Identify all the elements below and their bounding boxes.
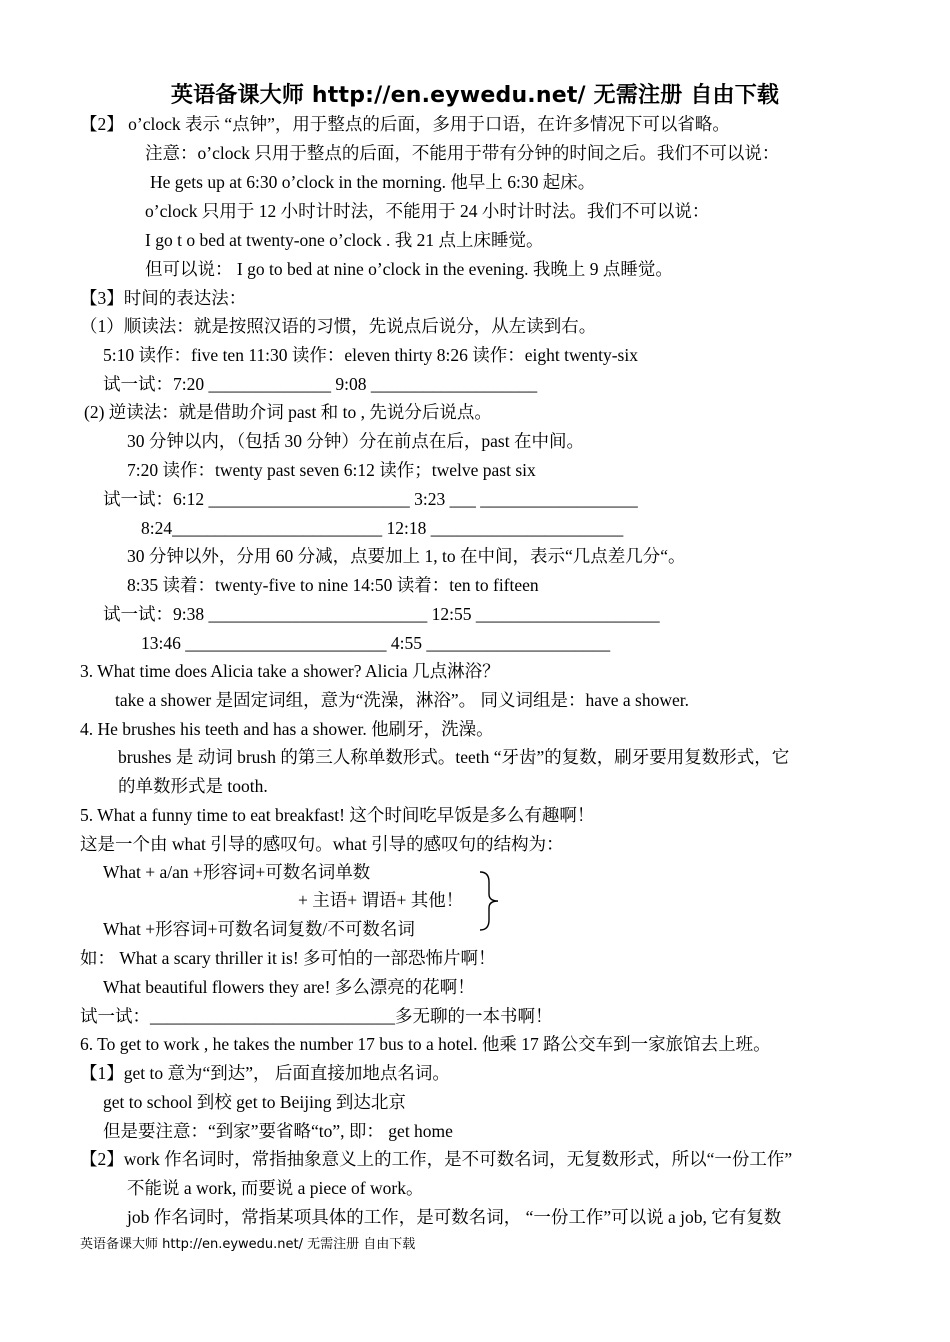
exercise-line: 试一试：9:38 _________________________ 12:55 _____________________ (103, 604, 660, 624)
text-line: 不能说 a work, 而要说 a piece of work。 (127, 1178, 424, 1198)
page-header: 英语备课大师 http://en.eywedu.net/ 无需注册 自由下载 (170, 83, 780, 108)
section-heading: 【3】时间的表达法： (80, 288, 247, 308)
text-line: 注意：o’clock 只用于整点的后面，不能用于带有分钟的时间之后。我们不可以说： (145, 143, 780, 163)
exercise-line: 13:46 _______________________ 4:55 _____________________ (141, 633, 611, 653)
text-line: （1）顺读法：就是按照汉语的习惯，先说点后说分，从左读到右。 (80, 316, 597, 336)
text-line: 这是一个由 what 引导的感叹句。what 引导的感叹句的结构为： (80, 834, 564, 854)
structure-line: What +形容词+可数名词复数/不可数名词 (103, 919, 415, 939)
text-line: 但可以说： I go to bed at nine o’clock in the evening. 我晚上 9 点睡觉。 (145, 259, 673, 279)
exercise-line: 8:24________________________ 12:18 ______________________ (141, 518, 624, 538)
right-brace-icon (478, 870, 500, 932)
text-line: take a shower 是固定词组，意为“洗澡，淋浴”。 同义词组是：have a shower. (115, 690, 689, 710)
text-line: 30 分钟以内，（包括 30 分钟）分在前点在后，past 在中间。 (127, 431, 584, 451)
text-line: o’clock 只用于 12 小时计时法，不能用于 24 小时计时法。我们不可以说： (145, 201, 710, 221)
text-line: 如： What a scary thriller it is! 多可怕的一部恐怖片啊！ (80, 948, 496, 968)
text-line: 8:35 读着：twenty-five to nine 14:50 读着：ten to fifteen (127, 575, 539, 595)
text-line: get to school 到校 get to Beijing 到达北京 (103, 1092, 406, 1112)
structure-line: + 主语+ 谓语+ 其他！ (298, 890, 464, 910)
text-line: 【2】 o’clock 表示 “点钟”，用于整点的后面，多用于口语，在许多情况下可以省略。 (80, 114, 730, 134)
text-line: 【1】get to 意为“到达”， 后面直接加地点名词。 (80, 1063, 450, 1083)
text-line: brushes 是 动词 brush 的第三人称单数形式。teeth “牙齿”的复数，刷牙要用复数形式，它 (118, 747, 790, 767)
text-line: 但是要注意：“到家”要省略“to”, 即： get home (103, 1121, 453, 1141)
numbered-item: 5. What a funny time to eat breakfast! 这个时间吃早饭是多么有趣啊！ (80, 805, 595, 825)
text-line: job 作名词时，常指某项具体的工作，是可数名词， “一份工作”可以说 a job, 它有复数 (127, 1207, 782, 1227)
text-line: He gets up at 6:30 o’clock in the morning. 他早上 6:30 起床。 (150, 172, 596, 192)
text-line: 7:20 读作：twenty past seven 6:12 读作；twelve past six (127, 460, 536, 480)
exercise-line: 试一试：6:12 _______________________ 3:23 ___ __________________ (103, 489, 638, 509)
text-line: 5:10 读作：five ten 11:30 读作：eleven thirty 8:26 读作：eight twenty-six (103, 345, 638, 365)
text-line: 【2】work 作名词时，常指抽象意义上的工作，是不可数名词，无复数形式，所以“一份工作” (80, 1149, 793, 1169)
text-line: 30 分钟以外，分用 60 分减，点要加上 1, to 在中间，表示“几点差几分“。 (127, 546, 686, 566)
exercise-line: 试一试：7:20 ______________ 9:08 ___________________ (103, 374, 538, 394)
text-line: What beautiful flowers they are! 多么漂亮的花啊！ (103, 977, 475, 997)
numbered-item: 6. To get to work , he takes the number 17 bus to a hotel. 他乘 17 路公交车到一家旅馆去上班。 (80, 1034, 771, 1054)
structure-line: What + a/an +形容词+可数名词单数 (103, 862, 371, 882)
numbered-item: 4. He brushes his teeth and has a shower. 他刷牙，洗澡。 (80, 719, 494, 739)
text-line: I go t o bed at twenty-one o’clock . 我 21 点上床睡觉。 (145, 230, 544, 250)
text-line: 的单数形式是 tooth. (118, 776, 268, 796)
text-line: (2) 逆读法：就是借助介词 past 和 to , 先说分后说点。 (84, 402, 492, 422)
numbered-item: 3. What time does Alicia take a shower? Alicia 几点淋浴？ (80, 661, 500, 681)
exercise-line: 试一试：____________________________多无聊的一本书啊！ (80, 1006, 553, 1026)
page-footer: 英语备课大师 http://en.eywedu.net/ 无需注册 自由下载 (80, 1237, 416, 1252)
